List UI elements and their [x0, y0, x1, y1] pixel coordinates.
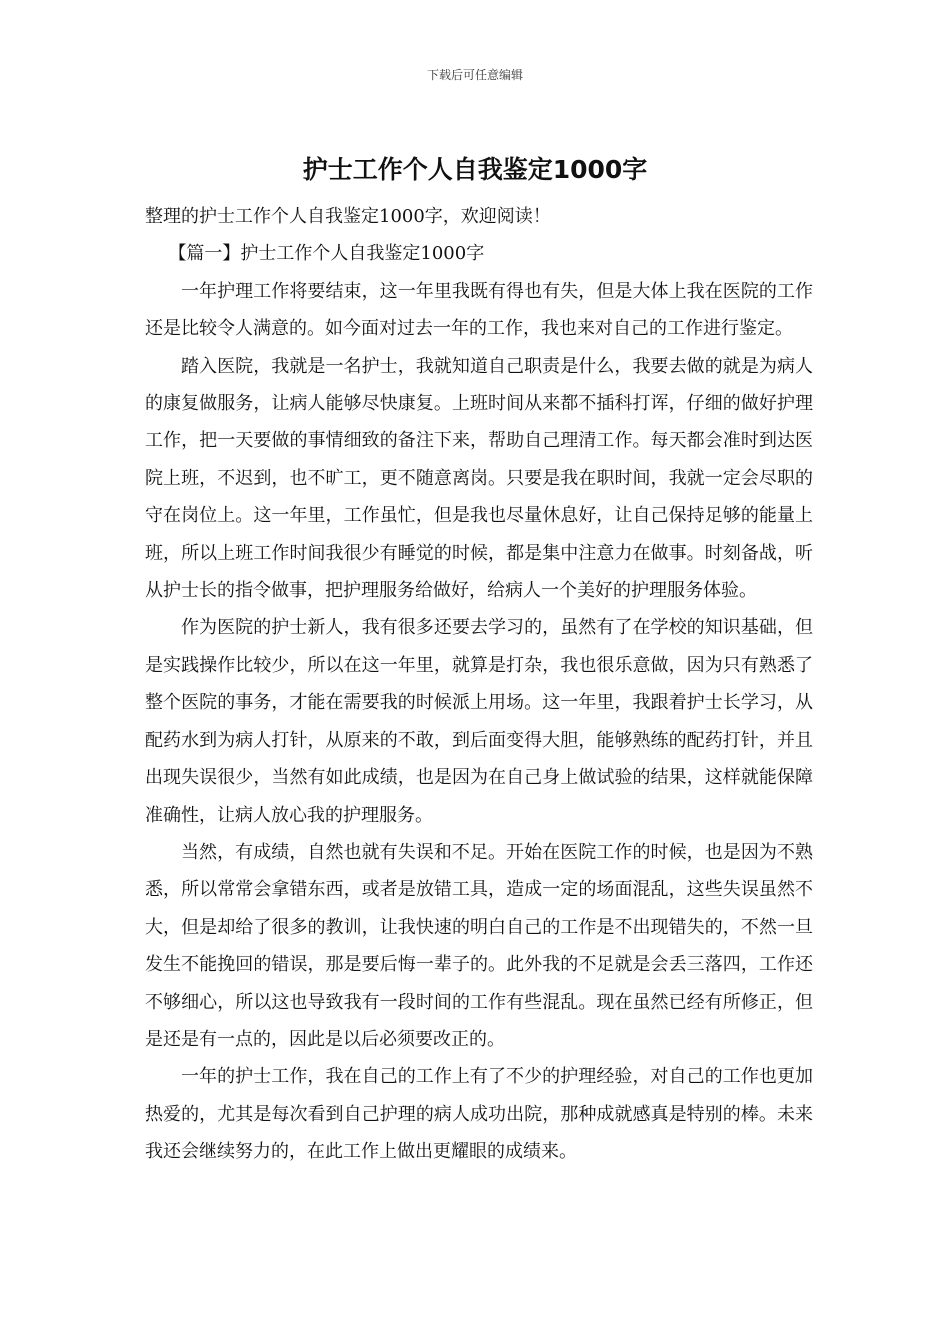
body-paragraph-5: 一年的护士工作，我在自己的工作上有了不少的护理经验，对自己的工作也更加热爱的，尤其是每次看到自己护理的病人成功出院，那种成就感真是特别的棒。未来我还会继续努力的，在此工作上做出更耀眼的成绩来。: [145, 1066, 813, 1163]
body-paragraph-3: 作为医院的护士新人，我有很多还要去学习的，虽然有了在学校的知识基础，但是实践操作比较少，所以在这一年里，就算是打杂，我也很乐意做，因为只有熟悉了整个医院的事务，才能在需要我的时候派上用场。这一年里，我跟着护士长学习，从配药水到为病人打针，从原来的不敢，到后面变得大胆，能够熟练的配药打针，并且出现失误很少，当然有如此成绩，也是因为在自己身上做试验的结果，这样就能保障准确性，让病人放心我的护理服务。: [145, 617, 813, 826]
document-body: [145, 198, 813, 1171]
intro-paragraph: 整理的护士工作个人自我鉴定1000字，欢迎阅读！: [145, 206, 551, 227]
body-paragraph-2: 踏入医院，我就是一名护士，我就知道自己职责是什么，我要去做的就是为病人的康复做服务，让病人能够尽快康复。上班时间从来都不插科打诨，仔细的做好护理工作，把一天要做的事情细致的备注下来，帮助自己理清工作。每天都会准时到达医院上班，不迟到，也不旷工，更不随意离岗。只要是我在职时间，我就一定会尽职的守在岗位上。这一年里，工作虽忙，但是我也尽量休息好，让自己保持足够的能量上班，所以上班工作时间我很少有睡觉的时候，都是集中注意力在做事。时刻备战，听从护士长的指令做事，把护理服务给做好，给病人一个美好的护理服务体验。: [145, 355, 813, 602]
body-paragraph-4: 当然，有成绩，自然也就有失误和不足。开始在医院工作的时候，也是因为不熟悉，所以常常会拿错东西，或者是放错工具，造成一定的场面混乱，这些失误虽然不大，但是却给了很多的教训，让我快速的明白自己的工作是不出现错失的，不然一旦发生不能挽回的错误，那是要后悔一辈子的。此外我的不足就是会丢三落四，工作还不够细心，所以这也导致我有一段时间的工作有些混乱。现在虽然已经有所修正，但是还是有一点的，因此是以后必须要改正的。: [145, 841, 813, 1050]
page-header-note: 下载后可任意编辑: [426, 68, 523, 82]
body-paragraph-1: 一年护理工作将要结束，这一年里我既有得也有失，但是大体上我在医院的工作还是比较令人满意的。如今面对过去一年的工作，我也来对自己的工作进行鉴定。: [145, 280, 813, 340]
section-heading: 【篇一】护士工作个人自我鉴定1000字: [168, 243, 485, 265]
document-title: 护士工作个人自我鉴定1000字: [302, 155, 648, 184]
